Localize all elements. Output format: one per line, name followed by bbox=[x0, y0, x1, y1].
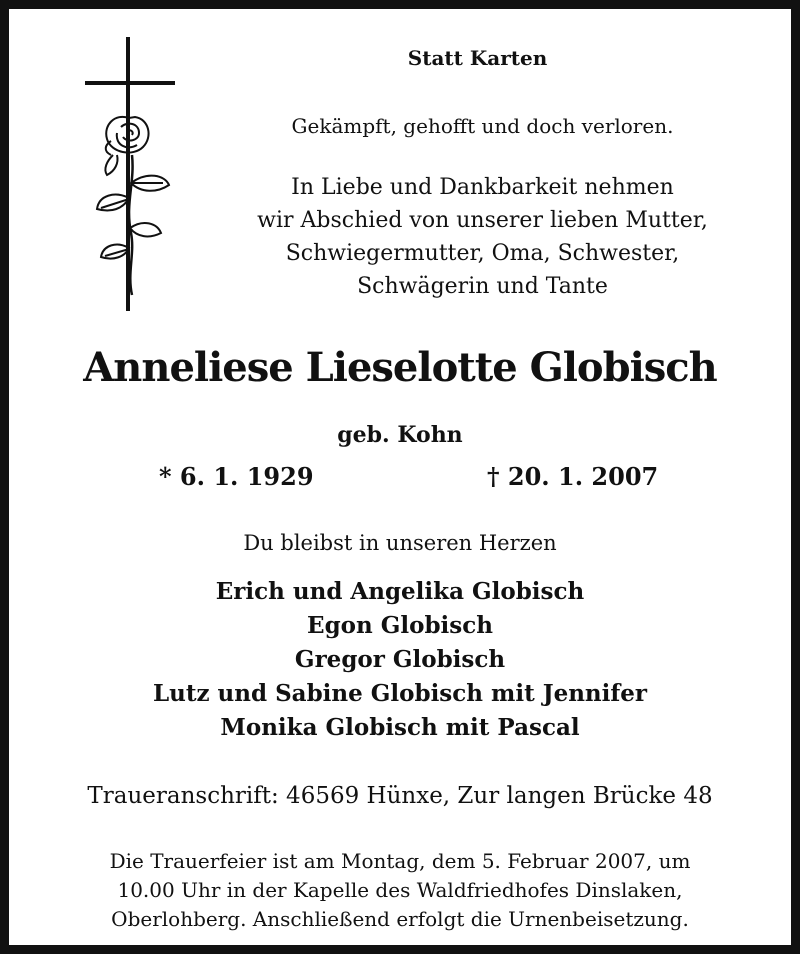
family-list bbox=[9, 575, 791, 745]
service-line: Die Trauerfeier ist am Montag, dem 5. Februar 2007, um bbox=[109, 849, 691, 873]
cross-with-rose-icon bbox=[77, 33, 187, 323]
mourning-address: Traueranschrift: 46569 Hünxe, Zur langen Brücke 48 bbox=[87, 783, 713, 809]
family-member: Erich und Angelika Globisch bbox=[215, 578, 585, 605]
intro-line: Schwiegermutter, Oma, Schwester, bbox=[285, 241, 680, 266]
family-member: Monika Globisch mit Pascal bbox=[220, 714, 580, 741]
intro-line: In Liebe und Dankbarkeit nehmen bbox=[291, 175, 674, 200]
heading: Statt Karten bbox=[407, 46, 548, 70]
family-member: Egon Globisch bbox=[307, 612, 493, 639]
death-date: † 20. 1. 2007 bbox=[487, 462, 659, 491]
maiden-name: geb. Kohn bbox=[337, 422, 463, 448]
family-member: Gregor Globisch bbox=[294, 646, 506, 673]
intro-line: Schwägerin und Tante bbox=[357, 274, 608, 299]
birth-date: * 6. 1. 1929 bbox=[159, 462, 314, 491]
closing-line: Du bleibst in unseren Herzen bbox=[243, 531, 557, 555]
motto: Gekämpft, gehofft und doch verloren. bbox=[291, 114, 674, 138]
service-info bbox=[9, 847, 791, 934]
intro-text bbox=[174, 171, 791, 303]
service-line: 10.00 Uhr in der Kapelle des Waldfriedhofes Dinslaken, bbox=[117, 878, 683, 902]
family-member: Lutz und Sabine Globisch mit Jennifer bbox=[152, 680, 648, 707]
deceased-name: Anneliese Lieselotte Globisch bbox=[83, 344, 717, 391]
service-line: Oberlohberg. Anschließend erfolgt die Urnenbeisetzung. bbox=[111, 907, 689, 931]
intro-line: wir Abschied von unserer lieben Mutter, bbox=[257, 208, 708, 233]
